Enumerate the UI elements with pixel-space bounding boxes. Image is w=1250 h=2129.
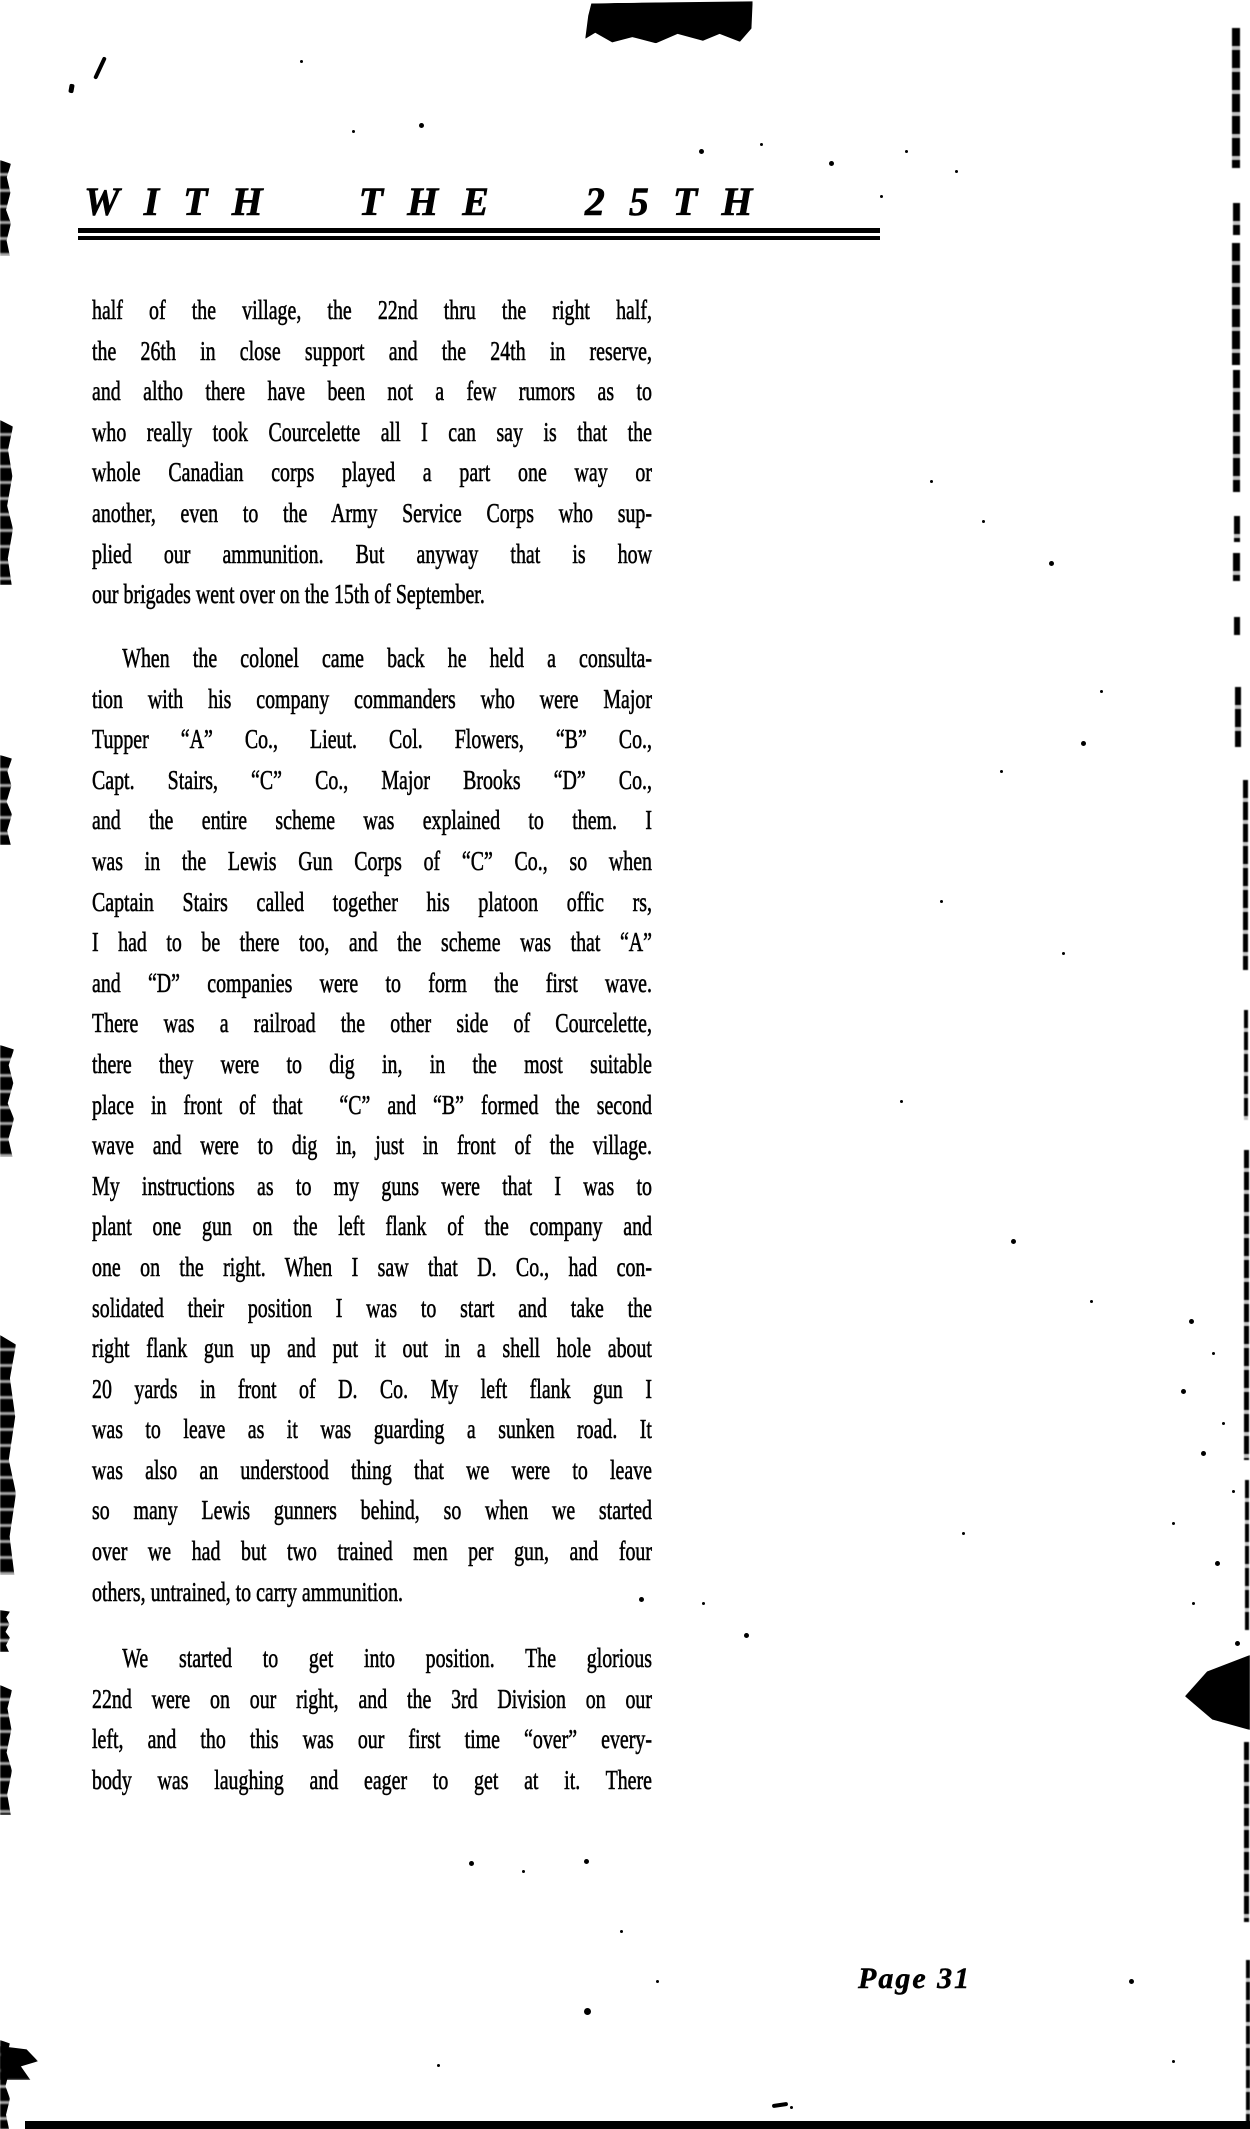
- scan-streak-right: [1233, 370, 1240, 492]
- text-line: and altho there have been not a few rumors as to: [92, 376, 652, 407]
- text-line: half of the village, the 22nd thru the right half,: [92, 295, 652, 325]
- scan-noise-specks: [0, 0, 3, 3]
- scan-streak-right: [1232, 243, 1240, 365]
- text-line: so many Lewis gunners behind, so when we started: [92, 1495, 652, 1526]
- scan-streak-right: [1243, 780, 1248, 970]
- scan-ink-wedge-right: [1185, 1655, 1250, 1730]
- text-line: wave and were to dig in, just in front of the village.: [92, 1130, 652, 1161]
- text-line: body was laughing and eager to get at it. There: [92, 1764, 652, 1795]
- text-line: whole Canadian corps played a part one way or: [92, 457, 652, 488]
- text-line: 20 yards in front of D. Co. My left flank gun I: [92, 1373, 652, 1404]
- text-line: was to leave as it was guarding a sunken road. It: [92, 1414, 652, 1445]
- text-line: We started to get into position. The glorious: [122, 1643, 652, 1673]
- text-line: left, and tho this was our first time “over” every-: [92, 1724, 652, 1755]
- scan-streak-right: [1245, 1480, 1249, 1630]
- text-line: Captain Stairs called together his platoon offic rs,: [92, 886, 652, 917]
- header-rule-bottom: [78, 236, 880, 240]
- scan-tick-mark: [68, 84, 74, 94]
- scan-smudge-left: [0, 1045, 14, 1157]
- scan-streak-right: [1244, 1150, 1249, 1460]
- scan-ink-blob-top: [585, 1, 754, 45]
- text-line: who really took Courcelette all I can say is that the: [92, 416, 652, 447]
- scan-smudge-left: [0, 1610, 10, 1652]
- scan-streak-right: [1244, 1010, 1248, 1120]
- text-line: I had to be there too, and the scheme was that “A”: [92, 927, 652, 958]
- scan-smudge-left: [0, 1335, 16, 1575]
- text-line: right flank gun up and put it out in a shell hole about: [92, 1333, 652, 1364]
- text-line: When the colonel came back he held a consulta-: [122, 643, 652, 673]
- page-number: Page 31: [858, 1962, 972, 1995]
- text-line: There was a railroad the other side of Courcelette,: [92, 1008, 652, 1039]
- scan-blob-bottom-left: [0, 2046, 38, 2080]
- scan-bar-bottom: [25, 2121, 1250, 2129]
- scan-streak-right: [1232, 28, 1240, 168]
- scan-streak-right: [1246, 1960, 1250, 2125]
- text-line: and “D” companies were to form the first wave.: [92, 967, 652, 998]
- text-line: Capt. Stairs, “C” Co., Major Brooks “D” Co.,: [92, 764, 652, 795]
- text-line: was in the Lewis Gun Corps of “C” Co., so when: [92, 845, 652, 876]
- text-line: solidated their position I was to start and take the: [92, 1292, 652, 1323]
- scan-smudge-left: [0, 160, 11, 256]
- paragraph: [92, 638, 652, 1612]
- text-line: place in front of that “C” and “B” formed the second: [92, 1089, 652, 1120]
- text-line: others, untrained, to carry ammunition.: [92, 1576, 404, 1607]
- text-line: our brigades went over on the 15th of September.: [92, 579, 485, 610]
- text-line: one on the right. When I saw that D. Co., had con-: [92, 1251, 652, 1282]
- paragraph: [92, 1638, 652, 1800]
- scan-smudge-left: [0, 420, 13, 585]
- scan-streak-right: [1235, 687, 1241, 747]
- paragraph: [92, 290, 652, 615]
- text-line: plied our ammunition. But anyway that is how: [92, 538, 652, 569]
- scan-slash-mark: [93, 56, 107, 79]
- text-line: 22nd were on our right, and the 3rd Division on our: [92, 1683, 652, 1714]
- scan-dash-mark: [772, 2102, 788, 2108]
- text-line: the 26th in close support and the 24th in reserve,: [92, 335, 652, 366]
- text-line: Tupper “A” Co., Lieut. Col. Flowers, “B” Co.,: [92, 724, 652, 755]
- text-line: and the entire scheme was explained to them. I: [92, 805, 652, 836]
- scan-streak-right: [1233, 553, 1240, 581]
- text-line: My instructions as to my guns were that I was to: [92, 1170, 652, 1201]
- text-line: over we had but two trained men per gun, and four: [92, 1536, 652, 1567]
- header-rule-top: [78, 228, 880, 233]
- scan-streak-right: [1244, 1742, 1249, 1922]
- scan-smudge-left: [0, 1685, 12, 1815]
- text-line: there they were to dig in, in the most suitable: [92, 1048, 652, 1079]
- page-title: WITH THE 25TH: [84, 179, 777, 224]
- scan-streak-right: [1234, 617, 1240, 635]
- text-line: tion with his company commanders who were Major: [92, 683, 652, 714]
- scan-streak-right: [1234, 516, 1240, 542]
- text-line: plant one gun on the left flank of the company and: [92, 1211, 652, 1242]
- text-line: another, even to the Army Service Corps who sup-: [92, 497, 652, 528]
- scan-streak-right: [1233, 203, 1240, 235]
- text-line: was also an understood thing that we were to leave: [92, 1454, 652, 1485]
- scan-smudge-left: [0, 755, 12, 845]
